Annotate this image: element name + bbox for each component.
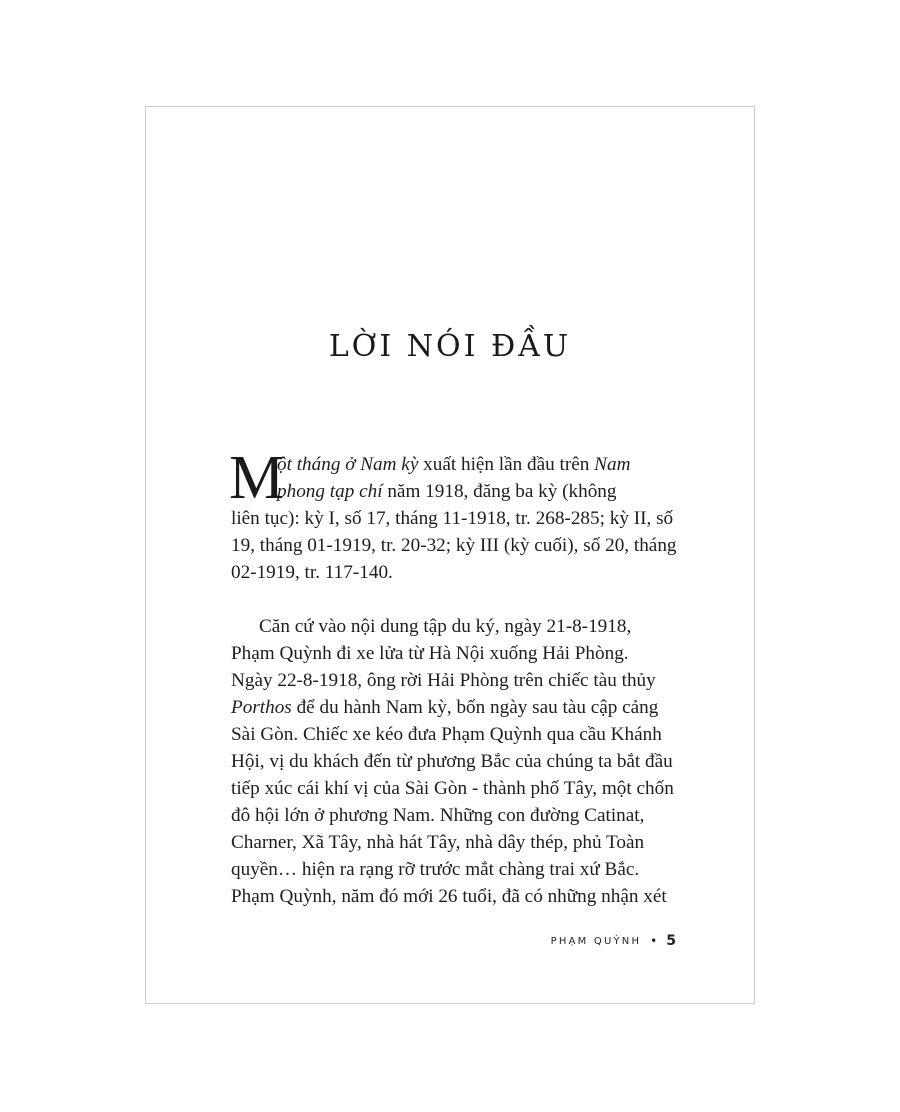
chapter-title: LỜI NÓI ĐẦU (328, 329, 572, 364)
italic-ship-name: Porthos (231, 697, 292, 718)
text-run: xuất hiện lần đầu trên (418, 454, 595, 475)
text-line: 19, tháng 01-1919, tr. 20-32; kỳ III (kỳ cuối), số 20, tháng (231, 535, 677, 556)
text-line: Sài Gòn. Chiếc xe kéo đưa Phạm Quỳnh qua cầu Khánh (231, 724, 662, 745)
paragraph-intro (229, 444, 677, 586)
italic-title: phong tạp chí (277, 481, 383, 502)
text-line: Phạm Quỳnh đi xe lửa từ Hà Nội xuống Hải Phòng. (231, 643, 629, 664)
page-number: 5 (666, 933, 676, 949)
running-head: PHẠM QUỲNH (550, 935, 642, 947)
text-line: quyền… hiện ra rạng rỡ trước mắt chàng trai xứ Bắc. (231, 859, 640, 880)
text-line: tiếp xúc cái khí vị của Sài Gòn - thành phố Tây, một chốn (231, 778, 674, 799)
text-line: Hội, vị du khách đến từ phương Bắc của chúng ta bắt đầu (231, 751, 673, 772)
page-footer (551, 933, 676, 949)
text-run: năm 1918, đăng ba kỳ (không (382, 481, 617, 502)
text-line: Căn cứ vào nội dung tập du ký, ngày 21-8-1918, (259, 616, 632, 637)
italic-title: Nam (594, 454, 631, 475)
text-line: Ngày 22-8-1918, ông rời Hải Phòng trên chiếc tàu thủy (231, 670, 656, 691)
text-line (231, 694, 677, 721)
text-line: 02-1919, tr. 117-140. (231, 562, 393, 583)
text-run: để du hành Nam kỳ, bốn ngày sau tàu cập cảng (291, 697, 659, 718)
paragraph-journey (231, 613, 677, 910)
text-line: Phạm Quỳnh, năm đó mới 26 tuổi, đã có những nhận xét (231, 886, 667, 907)
text-line (231, 478, 677, 505)
bullet-separator: • (650, 934, 658, 948)
italic-title: ột tháng ở Nam kỳ (277, 454, 419, 475)
text-line (231, 451, 677, 478)
text-line: Charner, Xã Tây, nhà hát Tây, nhà dây thép, phủ Toàn (231, 832, 645, 853)
drop-cap: M (229, 444, 285, 512)
book-page (145, 106, 755, 1004)
text-line: đô hội lớn ở phương Nam. Những con đường Catinat, (231, 805, 645, 826)
text-line: liên tục): kỳ I, số 17, tháng 11-1918, tr. 268-285; kỳ II, số (231, 508, 674, 529)
